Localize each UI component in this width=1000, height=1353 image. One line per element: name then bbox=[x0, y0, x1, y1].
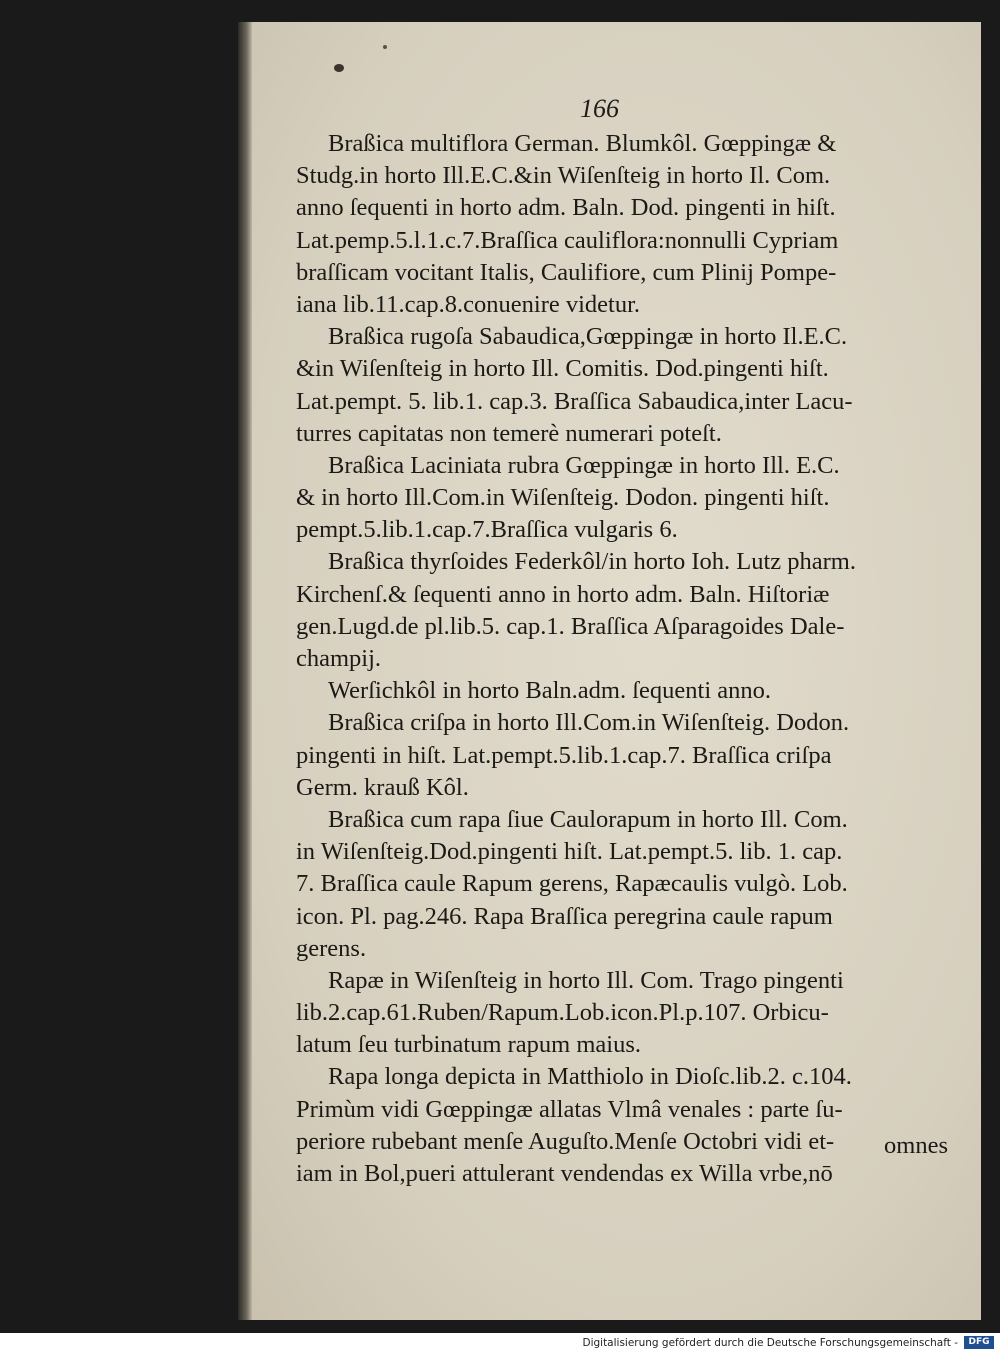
text-line: Braßica criſpa in horto Ill.Com.in Wiſenſteig. Dodon. bbox=[328, 709, 850, 737]
text-line: latum ſeu turbinatum rapum maius. bbox=[296, 1031, 641, 1059]
text-line: Kirchenſ.& ſequenti anno in horto adm. Baln. Hiſtoriæ bbox=[296, 580, 830, 608]
text-line: & in horto Ill.Com.in Wiſenſteig. Dodon. pingenti hiſt. bbox=[296, 484, 830, 512]
text-line: Rapæ in Wiſenſteig in horto Ill. Com. Trago pingenti bbox=[328, 966, 844, 994]
funding-credit: Digitalisierung gefördert durch die Deutsche Forschungsgemeinschaft - bbox=[582, 1337, 958, 1349]
text-line: &in Wiſenſteig in horto Ill. Comitis. Dod.pingenti hiſt. bbox=[296, 355, 829, 383]
text-line: gerens. bbox=[296, 934, 367, 962]
ink-speck bbox=[383, 45, 387, 49]
text-line: Lat.pemp.5.l.1.c.7.Braſſica cauliflora:nonnulli Cypriam bbox=[296, 226, 839, 254]
dfg-logo: DFG bbox=[964, 1336, 994, 1349]
text-line: icon. Pl. pag.246. Rapa Braſſica peregrina caule rapum bbox=[296, 902, 833, 930]
page-gutter bbox=[238, 22, 252, 1320]
text-line: gen.Lugd.de pl.lib.5. cap.1. Braſſica Aſparagoides Dale- bbox=[296, 612, 845, 640]
text-line: braſſicam vocitant Italis, Caulifiore, cum Plinij Pompe- bbox=[296, 258, 837, 286]
text-line: iam in Bol,pueri attulerant vendendas ex Willa vrbe,nō bbox=[296, 1160, 833, 1187]
text-line: Braßica thyrſoides Federkôl/in horto Ioh. Lutz pharm. bbox=[328, 548, 856, 576]
text-line: Primùm vidi Gœppingæ allatas Vlmâ venales : parte ſu- bbox=[296, 1095, 843, 1123]
text-line: Studg.in horto Ill.E.C.&in Wiſenſteig in horto Il. Com. bbox=[296, 162, 831, 190]
text-line: 7. Braſſica caule Rapum gerens, Rapæcaulis vulgò. Lob. bbox=[296, 870, 848, 898]
text-line: Braßica cum rapa ſiue Caulorapum in horto Ill. Com. bbox=[328, 805, 848, 833]
text-line: Rapa longa depicta in Matthiolo in Dioſc.lib.2. c.104. bbox=[328, 1063, 852, 1091]
text-line: periore rubebant menſe Auguſto.Menſe Octobri vidi et- bbox=[296, 1127, 835, 1155]
text-line: pingenti in hiſt. Lat.pempt.5.lib.1.cap.7. Braſſica criſpa bbox=[296, 741, 832, 769]
text-line: Braßica multiflora German. Blumkôl. Gœppingæ & bbox=[328, 130, 837, 157]
text-line: iana lib.11.cap.8.conuenire videtur. bbox=[296, 290, 641, 318]
text-line: Lat.pempt. 5. lib.1. cap.3. Braſſica Sabaudica,inter Lacu- bbox=[296, 387, 853, 415]
body-text bbox=[296, 128, 938, 1190]
page-number: 166 bbox=[580, 94, 619, 123]
text-line: pempt.5.lib.1.cap.7.Braſſica vulgaris 6. bbox=[296, 516, 678, 544]
text-line: in Wiſenſteig.Dod.pingenti hiſt. Lat.pempt.5. lib. 1. cap. bbox=[296, 838, 843, 866]
text-line: Germ. krauß Kôl. bbox=[296, 773, 469, 801]
text-line: turres capitatas non temerè numerari poteſt. bbox=[296, 419, 722, 447]
text-line: Braßica Laciniata rubra Gœppingæ in horto Ill. E.C. bbox=[328, 451, 840, 479]
catchword: omnes bbox=[884, 1132, 948, 1159]
text-line: Braßica rugoſa Sabaudica,Gœppingæ in horto Il.E.C. bbox=[328, 323, 848, 351]
text-line: champij. bbox=[296, 645, 382, 672]
ink-stain bbox=[334, 64, 344, 72]
text-line: anno ſequenti in horto adm. Baln. Dod. pingenti in hiſt. bbox=[296, 194, 836, 222]
text-line: lib.2.cap.61.Ruben/Rapum.Lob.icon.Pl.p.107. Orbicu- bbox=[296, 999, 829, 1027]
text-line: Werſichkôl in horto Baln.adm. ſequenti anno. bbox=[328, 677, 772, 705]
